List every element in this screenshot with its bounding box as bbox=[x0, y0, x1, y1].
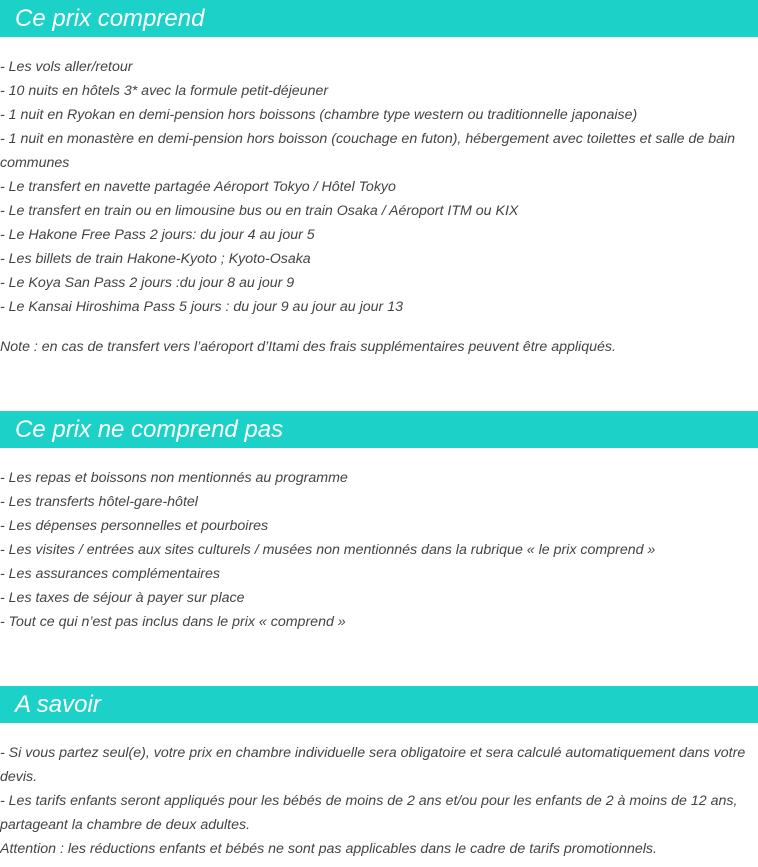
section-included bbox=[0, 0, 758, 359]
list-item: - Le Kansai Hiroshima Pass 5 jours : du jour 9 au jour au jour 13 bbox=[0, 299, 403, 315]
list-item: - Le Hakone Free Pass 2 jours: du jour 4 au jour 5 bbox=[0, 227, 315, 243]
good-to-know-list bbox=[0, 723, 758, 861]
section-title-good-to-know: A savoir bbox=[15, 691, 101, 718]
list-item: Attention : les réductions enfants et bébés ne sont pas applicables dans le cadre de tarifs promotionnels. bbox=[0, 841, 657, 857]
list-item: - Les visites / entrées aux sites culturels / musées non mentionnés dans la rubrique « le prix comprend » bbox=[0, 542, 656, 558]
list-item: - Les repas et boissons non mentionnés au programme bbox=[0, 470, 348, 486]
included-list bbox=[0, 37, 758, 359]
list-item: - Le transfert en navette partagée Aéroport Tokyo / Hôtel Tokyo bbox=[0, 179, 396, 195]
list-item: - Le Koya San Pass 2 jours :du jour 8 au jour 9 bbox=[0, 275, 295, 291]
section-good-to-know bbox=[0, 686, 758, 861]
list-item: - 1 nuit en Ryokan en demi-pension hors boissons (chambre type western ou traditionnelle japonaise) bbox=[0, 107, 638, 123]
list-item: - Si vous partez seul(e), votre prix en chambre individuelle sera obligatoire et sera calculé automatiquement dans votre devis. bbox=[0, 745, 746, 785]
list-item: - Les billets de train Hakone-Kyoto ; Kyoto-Osaka bbox=[0, 251, 311, 267]
section-header-good-to-know bbox=[0, 686, 758, 723]
list-item: - Tout ce qui n’est pas inclus dans le prix « comprend » bbox=[0, 614, 346, 630]
list-item: - Les dépenses personnelles et pourboires bbox=[0, 518, 269, 534]
list-item: - Les tarifs enfants seront appliqués pour les bébés de moins de 2 ans et/ou pour les enfants de 2 à moins de 12 ans, partageant la chambre de deux adultes. bbox=[0, 793, 738, 833]
section-title-not-included: Ce prix ne comprend pas bbox=[15, 416, 284, 443]
list-item: - Les taxes de séjour à payer sur place bbox=[0, 590, 245, 606]
list-item: - Les assurances complémentaires bbox=[0, 566, 221, 582]
section-header-not-included bbox=[0, 411, 758, 448]
list-item: - Le transfert en train ou en limousine bus ou en train Osaka / Aéroport ITM ou KIX bbox=[0, 203, 519, 219]
list-item: - Les vols aller/retour bbox=[0, 59, 133, 75]
list-item: - Les transferts hôtel-gare-hôtel bbox=[0, 494, 198, 510]
section-header-included bbox=[0, 0, 758, 37]
list-item: - 1 nuit en monastère en demi-pension hors boisson (couchage en futon), hébergement avec toilettes et salle de bain communes bbox=[0, 131, 736, 171]
airport-note: Note : en cas de transfert vers l’aéroport d’Itami des frais supplémentaires peuvent être appliqués. bbox=[0, 339, 616, 355]
section-not-included bbox=[0, 411, 758, 634]
section-title-included: Ce prix comprend bbox=[15, 5, 205, 32]
not-included-list bbox=[0, 448, 758, 634]
list-item: - 10 nuits en hôtels 3* avec la formule petit-déjeuner bbox=[0, 83, 329, 99]
